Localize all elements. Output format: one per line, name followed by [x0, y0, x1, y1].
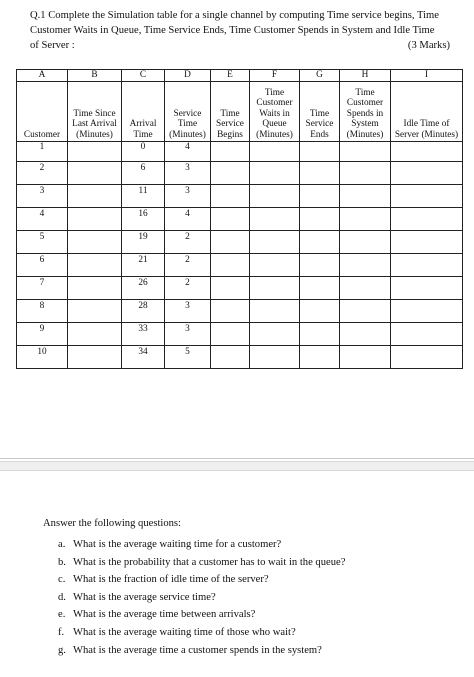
table-row [17, 254, 463, 277]
table-cell [300, 277, 340, 300]
table-cell [391, 208, 463, 231]
table-cell: 0 [122, 142, 165, 162]
table-cell: 21 [122, 254, 165, 277]
page-separator-bar [0, 461, 474, 471]
column-letter: H [340, 70, 391, 82]
table-cell [300, 231, 340, 254]
question-item-text: What is the average time between arrivals? [73, 609, 256, 621]
table-cell [340, 162, 391, 185]
question-last-line [30, 38, 450, 53]
column-header-row [17, 82, 463, 142]
table-cell [300, 185, 340, 208]
question-item [58, 539, 345, 557]
column-header: Idle Time of Server (Minutes) [391, 82, 463, 142]
question-item-text: What is the average waiting time of those who wait? [73, 626, 296, 638]
question-letter: f. [58, 626, 65, 638]
table-cell: 34 [122, 346, 165, 369]
table-cell: 16 [122, 208, 165, 231]
question-line: Customer Waits in Queue, Time Service Ends, Time Customer Spends in System and Idle Time [30, 25, 435, 36]
table-cell: 6 [122, 162, 165, 185]
table-cell [391, 346, 463, 369]
table-cell [250, 185, 300, 208]
table-cell [300, 346, 340, 369]
table-cell: 3 [17, 185, 68, 208]
table-cell [300, 162, 340, 185]
table-cell [391, 231, 463, 254]
column-letter: G [300, 70, 340, 82]
question-letter: a. [58, 539, 66, 550]
question-item-text: What is the average service time? [73, 591, 216, 603]
table-cell: 5 [17, 231, 68, 254]
table-cell [68, 231, 122, 254]
question-letter: d. [58, 591, 66, 603]
column-letter: B [68, 70, 122, 82]
table-cell [250, 142, 300, 162]
column-letter: D [165, 70, 211, 82]
question-item-text: What is the probability that a customer has to wait in the queue? [73, 556, 346, 568]
table-cell [300, 323, 340, 346]
table-cell: 10 [17, 346, 68, 369]
table-cell [391, 277, 463, 300]
table-cell [211, 254, 250, 277]
question-letter: g. [58, 644, 66, 656]
question-item [58, 609, 345, 627]
table-row [17, 185, 463, 208]
table-cell: 4 [17, 208, 68, 231]
table-cell: 11 [122, 185, 165, 208]
question-item-text: What is the average waiting time for a customer? [73, 539, 282, 550]
table-row [17, 231, 463, 254]
table-cell: 3 [165, 300, 211, 323]
question-text [30, 8, 450, 53]
table-cell [211, 277, 250, 300]
table-cell [300, 254, 340, 277]
table-row [17, 277, 463, 300]
table-cell [250, 300, 300, 323]
table-row [17, 323, 463, 346]
table-cell [391, 254, 463, 277]
table-cell [300, 300, 340, 323]
table-row [17, 208, 463, 231]
table-cell [211, 231, 250, 254]
table-cell: 2 [165, 254, 211, 277]
table-cell [68, 346, 122, 369]
table-cell: 2 [165, 231, 211, 254]
table-row [17, 142, 463, 162]
table-cell [211, 300, 250, 323]
simulation-table [16, 69, 463, 369]
table-cell: 3 [165, 185, 211, 208]
table-cell [211, 185, 250, 208]
table-cell [250, 162, 300, 185]
table-cell [300, 208, 340, 231]
table-row [17, 300, 463, 323]
column-header: Time Service Begins [211, 82, 250, 142]
table-cell: 3 [165, 162, 211, 185]
table-cell [250, 208, 300, 231]
question-line: of Server : [30, 40, 75, 51]
table-cell: 26 [122, 277, 165, 300]
table-cell [211, 346, 250, 369]
question-letter: b. [58, 556, 66, 568]
page-divider [0, 458, 474, 459]
column-letter-row [17, 70, 463, 82]
column-letter: I [391, 70, 463, 82]
column-letter: E [211, 70, 250, 82]
column-letter: A [17, 70, 68, 82]
table-cell [211, 323, 250, 346]
table-body [17, 142, 463, 369]
table-cell [340, 300, 391, 323]
table-cell [68, 185, 122, 208]
question-list [58, 539, 345, 662]
table-cell: 9 [17, 323, 68, 346]
column-header: Time Customer Waits in Queue (Minutes) [250, 82, 300, 142]
table-cell [250, 254, 300, 277]
table-cell [68, 277, 122, 300]
column-header: Time Customer Spends in System (Minutes) [340, 82, 391, 142]
table-cell: 3 [165, 323, 211, 346]
table-cell: 28 [122, 300, 165, 323]
table-cell [391, 323, 463, 346]
table-cell [250, 346, 300, 369]
table-cell [391, 162, 463, 185]
question-letter: e. [58, 609, 66, 621]
question-item [58, 645, 345, 663]
table-cell [391, 185, 463, 208]
column-header: Time Since Last Arrival (Minutes) [68, 82, 122, 142]
table-cell [340, 323, 391, 346]
table-cell [68, 208, 122, 231]
table-cell [300, 142, 340, 162]
table-cell: 5 [165, 346, 211, 369]
table-cell [250, 323, 300, 346]
table-cell: 19 [122, 231, 165, 254]
table-cell [340, 185, 391, 208]
question-item [58, 557, 345, 575]
table-cell: 4 [165, 208, 211, 231]
table-cell [211, 208, 250, 231]
column-header: Customer [17, 82, 68, 142]
table-cell [211, 142, 250, 162]
question-item [58, 574, 345, 592]
question-item-text: What is the fraction of idle time of the server? [73, 574, 269, 586]
table-cell [340, 277, 391, 300]
column-letter: C [122, 70, 165, 82]
table-cell [68, 162, 122, 185]
table-cell: 2 [17, 162, 68, 185]
table-cell [68, 300, 122, 323]
column-header: Time Service Ends [300, 82, 340, 142]
table-cell [68, 254, 122, 277]
question-item [58, 592, 345, 610]
table-cell: 6 [17, 254, 68, 277]
answers-title: Answer the following questions: [43, 518, 181, 529]
column-letter: F [250, 70, 300, 82]
table-cell [68, 142, 122, 162]
table-cell [391, 300, 463, 323]
table-cell [391, 142, 463, 162]
table-row [17, 162, 463, 185]
table-cell [211, 162, 250, 185]
table-cell [340, 254, 391, 277]
question-letter: c. [58, 574, 66, 586]
table-cell [250, 231, 300, 254]
question-item [58, 627, 345, 645]
table-row [17, 346, 463, 369]
question-line: Q.1 Complete the Simulation table for a single channel by computing Time service begins, Time [30, 10, 439, 21]
marks-label: (3 Marks) [407, 40, 450, 51]
table-cell: 7 [17, 277, 68, 300]
column-header: Service Time (Minutes) [165, 82, 211, 142]
table-cell [340, 142, 391, 162]
table-cell: 8 [17, 300, 68, 323]
question-item-text: What is the average time a customer spends in the system? [73, 644, 322, 656]
table-cell: 4 [165, 142, 211, 162]
table-cell: 1 [17, 142, 68, 162]
table-cell [250, 277, 300, 300]
table-cell [340, 231, 391, 254]
table-cell [68, 323, 122, 346]
table-cell: 33 [122, 323, 165, 346]
table-cell: 2 [165, 277, 211, 300]
column-header: Arrival Time [122, 82, 165, 142]
table-cell [340, 208, 391, 231]
table-cell [340, 346, 391, 369]
